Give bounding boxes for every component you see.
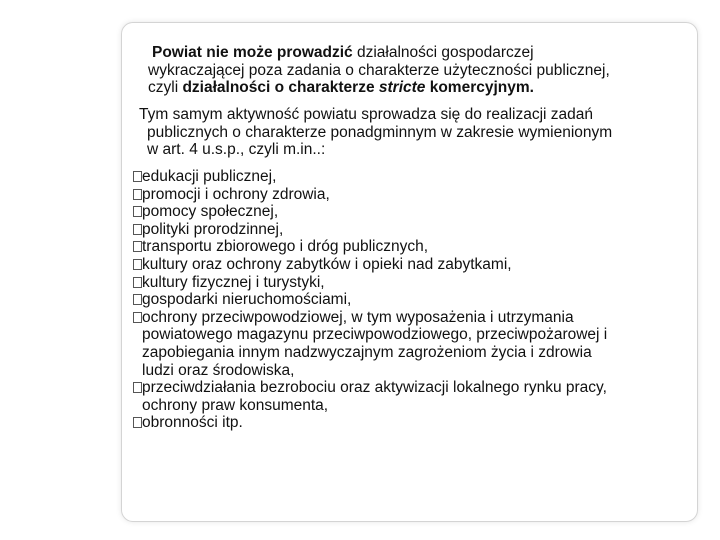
bullet-box-icon [133,417,142,428]
list-item [133,203,693,221]
list-item-text [142,309,693,379]
list-item-line: ludzi oraz środowiska, [142,361,295,379]
intro-bold-phrase: Powiat nie może prowadzić [152,44,353,61]
list-item [133,186,693,204]
list-item-text [142,168,693,186]
list-item-line: powiatowego magazynu przeciwpowodziowego, przeciwpożarowej i [142,326,608,344]
bullet-box-icon [133,277,142,288]
list-item [133,379,693,414]
bullet-box-icon [133,206,142,217]
intro-line-1-rest: działalności gospodarczej [352,44,534,61]
list-item-text [142,379,693,414]
list-item-line: kultury fizycznej i turystyki, [142,273,325,291]
scope-line-3: w art. 4 u.s.p., czyli m.in..: [147,141,326,159]
list-item [133,238,693,256]
list-item-line: transportu zbiorowego i dróg publicznych, [142,238,429,256]
list-item-line: pomocy społecznej, [142,203,279,221]
list-item [133,168,693,186]
bullet-box-icon [133,294,142,305]
bullet-box-icon [133,241,142,252]
intro-line-3-a: czyli [148,79,183,97]
scope-line-2: publicznych o charakterze ponadgminnym w zakresie wymienionym [147,123,613,141]
list-item-text [142,203,693,221]
list-item [133,309,693,379]
list-item-line: ochrony praw konsumenta, [142,396,329,414]
list-item-line: promocji i ochrony zdrowia, [142,185,330,203]
bullet-box-icon [133,224,142,235]
bullet-box-icon [133,259,142,270]
list-item-text [142,414,693,432]
list-item-text [142,221,693,239]
scope-paragraph [137,106,697,159]
bullet-box-icon [133,312,142,323]
intro-line-2: wykraczającej poza zadania o charakterze użyteczności publicznej, [148,61,610,79]
bullet-box-icon [133,382,142,393]
list-item-text [142,186,693,204]
list-item-line: edukacji publicznej, [142,168,277,185]
bullet-box-icon [133,189,142,200]
intro-line-3-end: komercyjnym. [425,79,534,97]
list-item [133,274,693,292]
intro-line-1 [148,44,698,62]
list-item-text [142,256,693,274]
intro-line-3 [148,79,698,97]
intro-line-3-bold: działalności o charakterze [182,79,379,97]
list-item [133,414,693,432]
list-item-line: gospodarki nieruchomościami, [142,291,352,309]
list-item-line: przeciwdziałania bezrobociu oraz aktywizacji lokalnego rynku pracy, [142,379,607,397]
list-item-line: obronności itp. [142,414,243,432]
list-item-line: zapobiegania innym nadzwyczajnym zagrożeniom życia i zdrowia [142,343,592,361]
list-item [133,221,693,239]
scope-line-1: Tym samym aktywność powiatu sprowadza się do realizacji zadań [139,106,593,123]
list-item-text [142,274,693,292]
list-item-line: kultury oraz ochrony zabytków i opieki nad zabytkami, [142,255,512,273]
list-item-line: ochrony przeciwpowodziowej, w tym wyposażenia i utrzymania [142,308,574,326]
list-item-text [142,291,693,309]
list-item-text [142,238,693,256]
task-list [133,168,693,432]
list-item [133,256,693,274]
bullet-box-icon [133,171,142,182]
list-item [133,291,693,309]
list-item-line: polityki prorodzinnej, [142,220,284,238]
intro-stricte: stricte [378,79,426,97]
intro-paragraph [144,44,698,97]
